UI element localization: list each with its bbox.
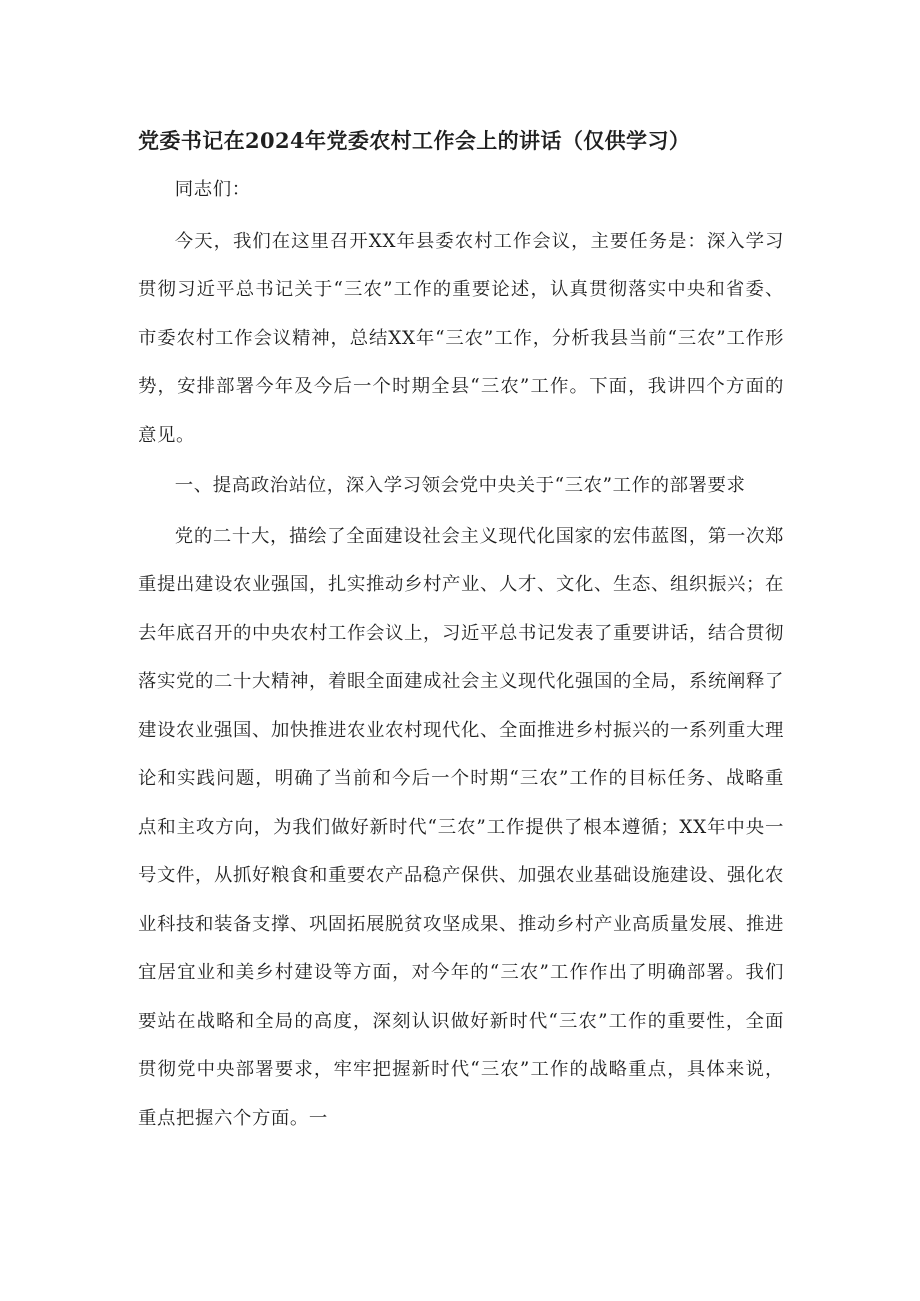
greeting: 同志们： [174, 179, 251, 200]
document-title: 党委书记在2024年党委农村工作会上的讲话（仅供学习） [138, 128, 691, 153]
section-heading-1: 一、提高政治站位，深入学习领会党中央关于“三农”工作的部署要求 [174, 475, 746, 496]
paragraph-section-1: 党的二十大，描绘了全面建设社会主义现代化国家的宏伟蓝图，第一次郑重提出建设农业强国，扎实推动乡村产业、人才、文化、生态、组织振兴；在去年底召开的中央农村工作会议上，习近平总书记发表了重要讲话，结合贯彻落实党的二十大精神，着眼全面建成社会主义现代化强国的全局，系统阐释了建设农业强国、加快推进农业农村现代化、全面推进乡村振兴的一系列重大理论和实践问题，明确了当前和今后一个时期“三农”工作的目标任务、战略重点和主攻方向，为我们做好新时代“三农”工作提供了根本遵循；XX年中央一号文件，从抓好粮食和重要农产品稳产保供、加强农业基础设施建设、强化农业科技和装备支撑、巩固拓展脱贫攻坚成果、推动乡村产业高质量发展、推进宜居宜业和美乡村建设等方面，对今年的“三农”工作作出了明确部署。我们要站在战略和全局的高度，深刻认识做好新时代“三农”工作的重要性，全面贯彻党中央部署要求，牢牢把握新时代“三农”工作的战略重点，具体来说，重点把握六个方面。一 [138, 525, 784, 1129]
document-body [138, 166, 784, 1143]
paragraph-intro: 今天，我们在这里召开XX年县委农村工作会议，主要任务是：深入学习贯彻习近平总书记关于“三农”工作的重要论述，认真贯彻落实中央和省委、市委农村工作会议精神，总结XX年“三农”工作，分析我县当前“三农”工作形势，安排部署今年及今后一个时期全县“三农”工作。下面，我讲四个方面的意见。 [138, 230, 784, 446]
